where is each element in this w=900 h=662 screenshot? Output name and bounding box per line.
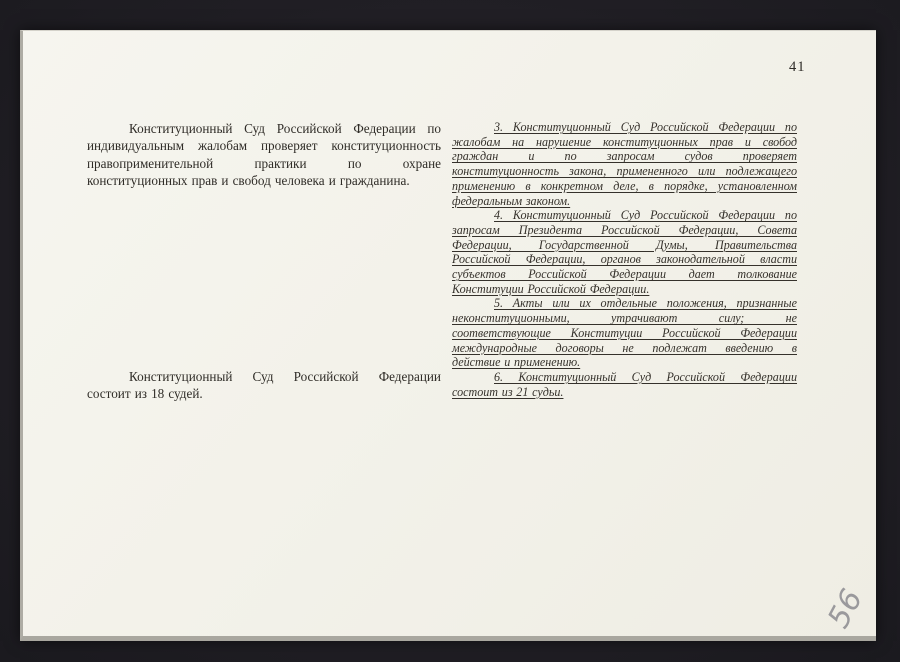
right-column-numbered-clauses <box>452 120 797 399</box>
text-line: 4. Конституционный Суд Российской Федерации по <box>494 208 797 223</box>
text-line: применению в конкретном деле, в порядке, установленном <box>452 178 797 193</box>
text-line: Конституционный Суд Российской Федерации по <box>129 121 441 136</box>
text-line: конституционность закона, примененного или подлежащего <box>452 164 797 179</box>
document-page <box>20 30 876 641</box>
text-line: неконституционными, утрачивают силу; не <box>452 311 797 326</box>
text-line: Конституции Российской Федерации. <box>452 281 650 296</box>
text-line: действие и применению. <box>452 355 581 370</box>
text-line: федеральным законом. <box>452 193 571 208</box>
text-line: международные договоры не подлежат введению в <box>452 340 797 355</box>
text-line: Российской Федерации, органов законодательной власти <box>452 252 797 267</box>
text-line: граждан и по запросам судов проверяет <box>452 149 797 164</box>
left-column-paragraph-court-composition <box>87 368 441 403</box>
page-number: 41 <box>789 59 806 75</box>
text-line: состоит из 18 судей. <box>87 386 203 402</box>
text-line: состоит из 21 судьи. <box>452 384 564 399</box>
text-line: 5. Акты или их отдельные положения, признанные <box>494 296 797 311</box>
text-line: Федерации, Государственной Думы, Правительства <box>452 237 797 252</box>
text-line: Конституционный Суд Российской Федерации <box>129 369 441 384</box>
text-line: индивидуальным жалобам проверяет конституционность <box>87 138 441 154</box>
text-line: правоприменительной практики по охране <box>87 155 441 171</box>
handwritten-pencil-mark: 56 <box>821 583 870 634</box>
text-line: соответствующие Конституции Российской Федерации <box>452 325 797 340</box>
text-line: жалобам на нарушение конституционных прав и свобод <box>452 134 797 149</box>
text-line: 6. Конституционный Суд Российской Федерации <box>494 369 797 384</box>
text-line: 3. Конституционный Суд Российской Федерации по <box>494 120 797 134</box>
text-line: запросам Президента Российской Федерации, Совета <box>452 222 797 237</box>
text-line: конституционных прав и свобод человека и гражданина. <box>87 173 410 189</box>
left-column-paragraph-court-complaints <box>87 120 441 190</box>
text-line: субъектов Российской Федерации дает толкование <box>452 267 797 282</box>
